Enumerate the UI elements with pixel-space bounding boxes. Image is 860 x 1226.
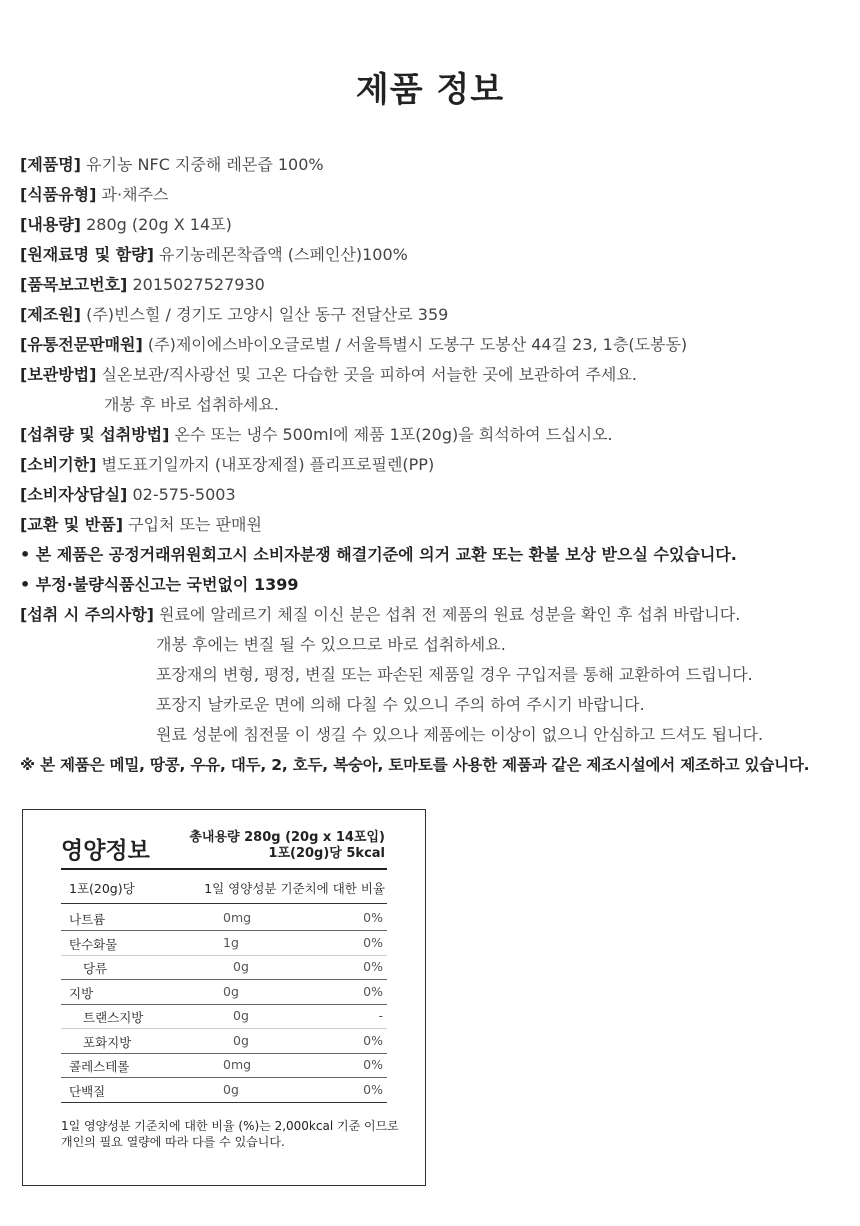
- info-value: 구입처 또는 판매원: [123, 515, 262, 534]
- nutrient-daily-percent: 0%: [363, 1081, 383, 1097]
- nutrient-daily-percent: 0%: [363, 983, 383, 999]
- info-value: ※ 본 제품은 메밀, 땅콩, 우유, 대두, 2, 호두, 복숭아, 토마토를 사용한 제품과 같은 제조시설에서 제조하고 있습니다.: [20, 756, 810, 774]
- info-value: • 부정·불량식품신고는 국번없이 1399: [20, 575, 299, 594]
- info-row: [20, 210, 855, 240]
- info-row: [20, 240, 855, 270]
- info-value: (주)빈스힐 / 경기도 고양시 일산 동구 전달산로 359: [81, 305, 449, 324]
- nutrition-daily-value-header: 1일 영양성분 기준치에 대한 비율: [204, 881, 385, 896]
- info-row: [20, 690, 855, 720]
- info-label: [소비자상담실]: [20, 485, 128, 504]
- nutrient-amount: 1g: [223, 934, 239, 950]
- info-label: [원재료명 및 함량]: [20, 245, 154, 264]
- info-value: (주)제이에스바이오글로벌 / 서울특별시 도봉구 도봉산 44길 23, 1층(도봉동): [142, 335, 688, 354]
- nutrition-title: 영양정보: [61, 838, 150, 864]
- nutrition-top-rule: [61, 868, 387, 870]
- info-value: 포장재의 변형, 평정, 변질 또는 파손된 제품일 경우 구입저를 통해 교환하여 드립니다.: [156, 665, 753, 684]
- nutrient-name: 포화지방: [83, 1034, 132, 1050]
- nutrition-facts-box: [22, 809, 426, 1186]
- nutrition-total-amount: 총내용량 280g (20g x 14포입): [189, 830, 385, 845]
- nutrient-name: 트랜스지방: [83, 1010, 144, 1025]
- nutrient-name: 단백질: [69, 1083, 106, 1099]
- nutrition-row: [61, 980, 387, 1005]
- info-value: 유기농 NFC 지중해 레몬즙 100%: [81, 155, 324, 174]
- info-row: [20, 300, 855, 330]
- info-row: [20, 270, 855, 300]
- info-value: 개봉 후 바로 섭취하세요.: [104, 395, 279, 414]
- info-value: • 본 제품은 공정거래위원회고시 소비자분쟁 해결기준에 의거 교환 또는 환불 보상 받으실 수있습니다.: [20, 545, 737, 564]
- info-row: [20, 570, 855, 600]
- info-row: [20, 480, 855, 510]
- info-value: 과·채주스: [96, 185, 169, 204]
- info-label: [품목보고번호]: [20, 275, 128, 294]
- info-row: [20, 630, 855, 660]
- nutrition-row: [61, 1053, 387, 1078]
- product-info-list: [20, 150, 855, 780]
- info-value: 원료에 알레르기 체질 이신 분은 섭취 전 제품의 원료 성분을 확인 후 섭취 바랍니다.: [153, 605, 741, 624]
- nutrition-total: [189, 830, 385, 862]
- info-value: 포장지 날카로운 면에 의해 다칠 수 있으니 주의 하여 주시기 바랍니다.: [156, 695, 645, 714]
- info-value: 실온보관/직사광선 및 고온 다습한 곳을 피하여 서늘한 곳에 보관하여 주세요.: [96, 365, 637, 384]
- info-label: [내용량]: [20, 215, 81, 234]
- nutrient-daily-percent: 0%: [363, 959, 383, 974]
- nutrition-row: [61, 1078, 387, 1102]
- info-row: [20, 180, 855, 210]
- nutrient-amount: 0g: [223, 1081, 239, 1097]
- nutrition-row: [61, 931, 387, 956]
- info-row: [20, 510, 855, 540]
- nutrition-footnote-line: 개인의 필요 열량에 따라 다를 수 있습니다.: [61, 1135, 285, 1149]
- info-label: [섭취 시 주의사항]: [20, 605, 154, 624]
- info-label: [식품유형]: [20, 185, 97, 204]
- info-value: 2015027527930: [127, 275, 265, 294]
- info-row: [20, 150, 855, 180]
- info-row: [20, 450, 855, 480]
- info-label: [유통전문판매원]: [20, 335, 143, 354]
- info-row: [20, 660, 855, 690]
- nutrition-footnote: [61, 1118, 401, 1150]
- info-row: [20, 540, 855, 570]
- nutrient-amount: 0mg: [223, 1057, 252, 1072]
- nutrient-daily-percent: 0%: [363, 910, 383, 925]
- nutrient-daily-percent: 0%: [363, 1057, 383, 1072]
- info-row: [20, 750, 855, 780]
- nutrition-bottom-rule: [61, 1102, 387, 1103]
- info-label: [제조원]: [20, 305, 81, 324]
- info-value: 온수 또는 냉수 500ml에 제품 1포(20g)을 희석하여 드십시오.: [169, 425, 613, 444]
- nutrient-amount: 0g: [233, 1008, 249, 1023]
- info-row: [20, 390, 855, 420]
- nutrient-daily-percent: 0%: [363, 1032, 383, 1048]
- info-value: 원료 성분에 침전물 이 생길 수 있으나 제품에는 이상이 없으니 안심하고 드셔도 됩니다.: [156, 725, 764, 744]
- nutrient-amount: 0g: [223, 983, 239, 999]
- info-label: [제품명]: [20, 155, 81, 174]
- nutrient-name: 콜레스테롤: [69, 1059, 130, 1074]
- info-label: [보관방법]: [20, 365, 97, 384]
- nutrition-row: [61, 955, 387, 980]
- nutrition-serving-header: 1포(20g)당: [69, 881, 135, 896]
- nutrition-header-rule: [61, 903, 387, 904]
- nutrition-footnote-line: 1일 영양성분 기준치에 대한 비율 (%)는 2,000kcal 기준 이므로: [61, 1119, 399, 1133]
- nutrient-daily-percent: -: [378, 1008, 383, 1023]
- info-row: [20, 720, 855, 750]
- info-value: 02-575-5003: [127, 485, 236, 504]
- nutrient-amount: 0g: [233, 959, 249, 974]
- nutrient-name: 당류: [83, 961, 108, 976]
- nutrient-name: 나트륨: [69, 912, 106, 927]
- nutrient-amount: 0mg: [223, 910, 252, 925]
- info-row: [20, 330, 855, 360]
- info-value: 280g (20g X 14포): [81, 215, 232, 234]
- nutrient-amount: 0g: [233, 1032, 249, 1048]
- info-value: 유기농레몬착즙액 (스페인산)100%: [153, 245, 408, 264]
- nutrient-daily-percent: 0%: [363, 934, 383, 950]
- nutrient-name: 지방: [69, 985, 94, 1001]
- info-label: [섭취량 및 섭취방법]: [20, 425, 170, 444]
- info-row: [20, 600, 855, 630]
- info-label: [소비기한]: [20, 455, 97, 474]
- nutrient-name: 탄수화물: [69, 936, 118, 952]
- info-row: [20, 360, 855, 390]
- info-row: [20, 420, 855, 450]
- nutrition-row: [61, 906, 387, 931]
- info-value: 별도표기일까지 (내포장제절) 플리프로필렌(PP): [96, 455, 435, 474]
- nutrition-row: [61, 1029, 387, 1054]
- info-label: [교환 및 반품]: [20, 515, 124, 534]
- nutrition-row: [61, 1004, 387, 1029]
- page-title: 제품 정보: [355, 70, 505, 110]
- info-value: 개봉 후에는 변질 될 수 있으므로 바로 섭취하세요.: [156, 635, 506, 654]
- nutrition-serving-calories: 1포(20g)당 5kcal: [268, 846, 385, 861]
